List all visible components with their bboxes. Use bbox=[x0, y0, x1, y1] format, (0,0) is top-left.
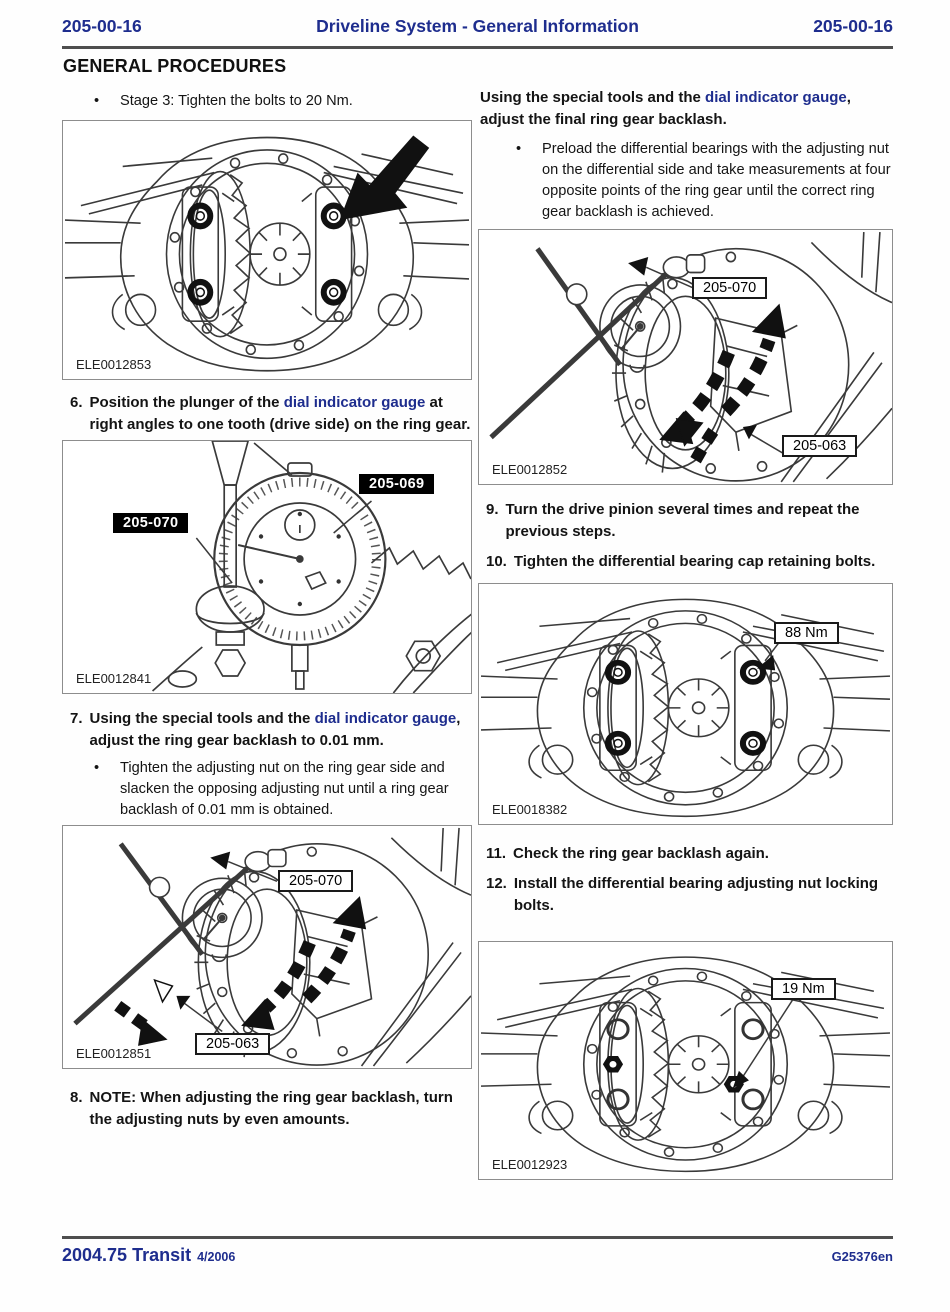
figure-ELE0018382 bbox=[478, 583, 893, 825]
torque-label: 19 Nm bbox=[771, 978, 836, 1000]
pointer-arrow-icon bbox=[340, 135, 430, 220]
step-text bbox=[90, 708, 472, 752]
bullet-text: Preload the differential bearings with the adjusting nut on the differential side and take measurements at four opposite points of the ring gear until the correct ring gear backlash is achieved. bbox=[542, 141, 891, 220]
bullet-step7 bbox=[62, 758, 472, 821]
column-left bbox=[62, 87, 472, 1180]
step-text-pre: Using the special tools and the bbox=[89, 710, 315, 727]
step-8 bbox=[62, 1087, 472, 1131]
bullet-stage3 bbox=[62, 91, 472, 112]
step-number: 11. bbox=[486, 845, 507, 862]
dial-indicator-gauge-link[interactable]: dial indicator gauge bbox=[314, 710, 457, 727]
header-title: Driveline System - General Information bbox=[316, 16, 639, 36]
label-arrow-icon bbox=[210, 852, 230, 870]
differential-housing-art bbox=[63, 121, 471, 379]
step-number: 9. bbox=[486, 501, 499, 518]
step-text: NOTE: When adjusting the ring gear backlash, turn the adjusting nuts by even amounts. bbox=[89, 1089, 453, 1128]
intro-text-post: , adjust the final ring gear backlash. bbox=[480, 89, 851, 128]
footer-date: 4/2006 bbox=[197, 1250, 236, 1264]
step-number: 7. bbox=[70, 710, 83, 727]
step-text bbox=[90, 392, 472, 436]
label-arrow-icon bbox=[628, 257, 648, 276]
part-label-205-070: 205-070 bbox=[113, 513, 188, 533]
header-rule bbox=[62, 46, 893, 49]
page-footer bbox=[62, 1236, 893, 1266]
figure-ELE0012923 bbox=[478, 941, 893, 1180]
part-label-205-070: 205-070 bbox=[692, 277, 767, 299]
step-10 bbox=[478, 551, 893, 573]
bullet-marker: • bbox=[94, 93, 100, 109]
dial-indicator-gauge-link[interactable]: dial indicator gauge bbox=[283, 394, 426, 411]
step-text-pre: Position the plunger of the bbox=[89, 394, 284, 411]
label-arrow-icon bbox=[176, 996, 190, 1010]
section-title: GENERAL PROCEDURES bbox=[63, 56, 287, 76]
figure-ELE0012852 bbox=[478, 229, 893, 485]
intro-text-pre: Using the special tools and the bbox=[480, 89, 706, 106]
two-column-body bbox=[62, 87, 893, 1180]
footer-doc-code: G25376en bbox=[831, 1249, 893, 1264]
footer-model: 2004.75 Transit bbox=[62, 1245, 192, 1265]
step-text-post: at right angles to one tooth (drive side) on the ring gear. bbox=[89, 394, 471, 433]
differential-housing-art bbox=[479, 584, 892, 824]
part-label-205-063: 205-063 bbox=[782, 435, 857, 457]
figure-code: ELE0018382 bbox=[492, 802, 568, 817]
step-number: 12. bbox=[486, 875, 507, 892]
bullet-text: Stage 3: Tighten the bolts to 20 Nm. bbox=[120, 93, 353, 109]
column-right bbox=[478, 87, 893, 1180]
step-text: Install the differential bearing adjusting nut locking bolts. bbox=[513, 875, 879, 914]
bullet-text: Tighten the adjusting nut on the ring gear side and slacken the opposing adjusting nut until a ring gear backlash of 0.01 mm is obtained. bbox=[120, 760, 449, 818]
figure-code: ELE0012851 bbox=[76, 1046, 152, 1061]
header-section-code-left: 205-00-16 bbox=[62, 16, 142, 36]
page-header bbox=[62, 16, 893, 37]
label-leader-line bbox=[749, 433, 784, 454]
step-6 bbox=[62, 392, 472, 436]
bullet-marker: • bbox=[94, 760, 100, 776]
figure-code: ELE0012852 bbox=[492, 462, 568, 477]
bullet-marker: • bbox=[516, 141, 522, 157]
step-text: Tighten the differential bearing cap retaining bolts. bbox=[513, 553, 876, 570]
part-label-205-070: 205-070 bbox=[278, 870, 353, 892]
dial-indicator-gauge-link[interactable]: dial indicator gauge bbox=[705, 89, 847, 106]
step-number: 8. bbox=[70, 1089, 83, 1106]
figure-ELE0012851 bbox=[62, 825, 472, 1069]
figure-code: ELE0012841 bbox=[76, 671, 152, 686]
torque-label: 88 Nm bbox=[774, 622, 839, 644]
intro-instruction bbox=[478, 87, 893, 131]
page-content bbox=[62, 16, 893, 1180]
figure-code: ELE0012853 bbox=[76, 357, 152, 372]
bullet-preload bbox=[478, 139, 893, 223]
rotation-arrows-icon bbox=[118, 897, 366, 1045]
step-9 bbox=[478, 499, 893, 543]
step-12 bbox=[478, 873, 893, 917]
step-7 bbox=[62, 708, 472, 752]
figure-ELE0012853 bbox=[62, 120, 472, 380]
step-number: 10. bbox=[486, 553, 507, 570]
header-section-code-right: 205-00-16 bbox=[813, 16, 893, 36]
step-number: 6. bbox=[70, 394, 83, 411]
step-text: Turn the drive pinion several times and repeat the previous steps. bbox=[505, 501, 860, 540]
step-11 bbox=[478, 843, 893, 865]
locking-bolt-icon bbox=[603, 1056, 744, 1092]
figure-ELE0012841 bbox=[62, 440, 472, 694]
step-text: Check the ring gear backlash again. bbox=[513, 845, 769, 862]
step-text-post: , adjust the ring gear backlash to 0.01 mm. bbox=[89, 710, 461, 749]
outline-arrow-icon bbox=[155, 980, 173, 1002]
backlash-measurement-art bbox=[63, 826, 471, 1068]
label-leader-line bbox=[182, 1002, 222, 1032]
part-label-205-063: 205-063 bbox=[195, 1033, 270, 1055]
part-label-205-069: 205-069 bbox=[359, 474, 434, 494]
figure-code: ELE0012923 bbox=[492, 1157, 568, 1172]
